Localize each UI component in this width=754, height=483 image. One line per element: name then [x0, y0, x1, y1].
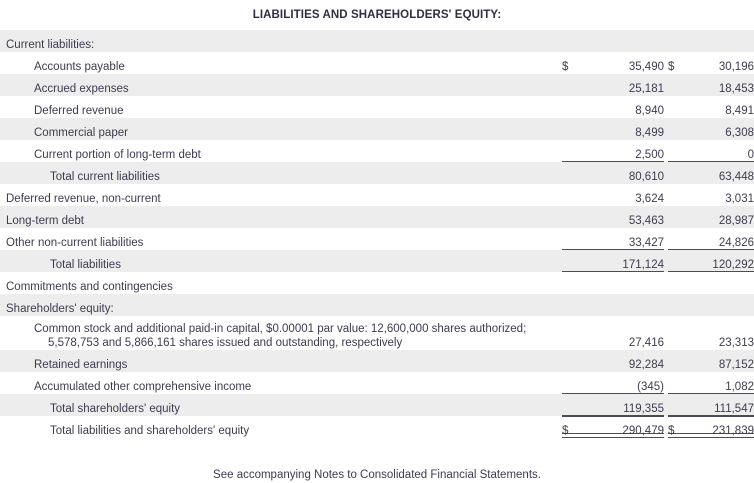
currency-symbol-period-1	[562, 250, 576, 272]
row-label: Total liabilities and shareholders' equity	[0, 416, 562, 438]
value-period-1	[576, 30, 664, 52]
currency-symbol-period-1	[562, 140, 576, 162]
value-period-2: 28,987	[682, 206, 754, 228]
row-label: Commercial paper	[0, 118, 562, 140]
table-row	[0, 416, 754, 438]
table-row	[0, 96, 754, 118]
row-label: Retained earnings	[0, 350, 562, 372]
table-row	[0, 162, 754, 184]
currency-symbol-period-1	[562, 118, 576, 140]
row-label: Current portion of long-term debt	[0, 140, 562, 162]
page-title: LIABILITIES AND SHAREHOLDERS' EQUITY:	[252, 9, 502, 21]
row-label: Accrued expenses	[0, 74, 562, 96]
value-period-1	[576, 294, 664, 316]
value-period-2	[682, 272, 754, 294]
currency-symbol-period-2	[668, 372, 682, 394]
value-period-1: (345)	[576, 372, 664, 394]
value-period-1: 8,499	[576, 118, 664, 140]
value-period-1: 119,355	[576, 394, 664, 416]
currency-symbol-period-1	[562, 228, 576, 250]
value-period-1: 2,500	[576, 140, 664, 162]
table-row	[0, 228, 754, 250]
value-period-2: 231,839	[682, 416, 754, 438]
table-row	[0, 206, 754, 228]
row-label: Deferred revenue, non-current	[0, 184, 562, 206]
currency-symbol-period-2	[668, 74, 682, 96]
row-label: Accumulated other comprehensive income	[0, 372, 562, 394]
currency-symbol-period-1	[562, 30, 576, 52]
currency-symbol-period-1	[562, 294, 576, 316]
table-row	[0, 118, 754, 140]
currency-symbol-period-1	[562, 206, 576, 228]
currency-symbol-period-2	[668, 96, 682, 118]
table-row	[0, 272, 754, 294]
row-label: Total current liabilities	[0, 162, 562, 184]
table-row	[0, 394, 754, 416]
row-label: Commitments and contingencies	[0, 272, 562, 294]
table-row	[0, 294, 754, 316]
currency-symbol-period-1: $	[562, 52, 576, 74]
value-period-2: 120,292	[682, 250, 754, 272]
value-period-1: 25,181	[576, 74, 664, 96]
currency-symbol-period-2	[668, 206, 682, 228]
currency-symbol-period-1	[562, 350, 576, 372]
currency-symbol-period-2	[668, 294, 682, 316]
currency-symbol-period-2: $	[668, 416, 682, 438]
value-period-2: 30,196	[682, 52, 754, 74]
value-period-2: 111,547	[682, 394, 754, 416]
currency-symbol-period-2	[668, 162, 682, 184]
table-body	[0, 30, 754, 438]
currency-symbol-period-2	[668, 30, 682, 52]
value-period-2: 87,152	[682, 350, 754, 372]
value-period-1: 35,490	[576, 52, 664, 74]
value-period-1: 92,284	[576, 350, 664, 372]
value-period-1: 171,124	[576, 250, 664, 272]
currency-symbol-period-1: $	[562, 416, 576, 438]
table-row	[0, 250, 754, 272]
footnote: See accompanying Notes to Consolidated Financial Statements.	[213, 469, 541, 481]
row-label: Total shareholders' equity	[0, 394, 562, 416]
row-label: Other non-current liabilities	[0, 228, 562, 250]
currency-symbol-period-1	[562, 184, 576, 206]
value-period-1: 33,427	[576, 228, 664, 250]
value-period-2	[682, 30, 754, 52]
value-period-1	[576, 272, 664, 294]
row-label: Total liabilities	[0, 250, 562, 272]
value-period-2: 18,453	[682, 74, 754, 96]
value-period-2: 63,448	[682, 162, 754, 184]
currency-symbol-period-1	[562, 272, 576, 294]
currency-symbol-period-2	[668, 140, 682, 162]
currency-symbol-period-2	[668, 350, 682, 372]
table-row	[0, 316, 754, 350]
table-row	[0, 52, 754, 74]
row-label: Shareholders' equity:	[0, 294, 562, 316]
value-period-2	[682, 294, 754, 316]
currency-symbol-period-1	[562, 162, 576, 184]
currency-symbol-period-2	[668, 394, 682, 416]
table-row	[0, 74, 754, 96]
currency-symbol-period-1	[562, 372, 576, 394]
value-period-1: 53,463	[576, 206, 664, 228]
value-period-2: 1,082	[682, 372, 754, 394]
currency-symbol-period-2: $	[668, 52, 682, 74]
currency-symbol-period-2	[668, 118, 682, 140]
currency-symbol-period-2	[668, 272, 682, 294]
value-period-2: 8,491	[682, 96, 754, 118]
currency-symbol-period-2	[668, 250, 682, 272]
currency-symbol-period-1	[562, 74, 576, 96]
currency-symbol-period-1	[562, 96, 576, 118]
row-label: Common stock and additional paid-in capital, $0.00001 par value: 12,600,000 shares authorized; 5,578,753 and 5,866,161 shares issued and outstanding, respectively	[0, 316, 562, 350]
currency-symbol-period-2	[668, 316, 682, 350]
value-period-1: 8,940	[576, 96, 664, 118]
table-row	[0, 350, 754, 372]
row-label: Long-term debt	[0, 206, 562, 228]
currency-symbol-period-1	[562, 316, 576, 350]
value-period-2: 0	[682, 140, 754, 162]
liabilities-equity-table	[0, 30, 754, 438]
value-period-1: 290,479	[576, 416, 664, 438]
table-row	[0, 140, 754, 162]
row-label-line-2: 5,578,753 and 5,866,161 shares issued and outstanding, respectively	[48, 337, 403, 349]
value-period-1: 80,610	[576, 162, 664, 184]
table-row	[0, 30, 754, 52]
value-period-2: 24,826	[682, 228, 754, 250]
currency-symbol-period-2	[668, 228, 682, 250]
table-row	[0, 372, 754, 394]
value-period-2: 3,031	[682, 184, 754, 206]
table-row	[0, 184, 754, 206]
row-label: Current liabilities:	[0, 30, 562, 52]
currency-symbol-period-2	[668, 184, 682, 206]
value-period-2: 23,313	[682, 316, 754, 350]
value-period-2: 6,308	[682, 118, 754, 140]
value-period-1: 27,416	[576, 316, 664, 350]
row-label: Deferred revenue	[0, 96, 562, 118]
currency-symbol-period-1	[562, 394, 576, 416]
row-label: Accounts payable	[0, 52, 562, 74]
value-period-1: 3,624	[576, 184, 664, 206]
